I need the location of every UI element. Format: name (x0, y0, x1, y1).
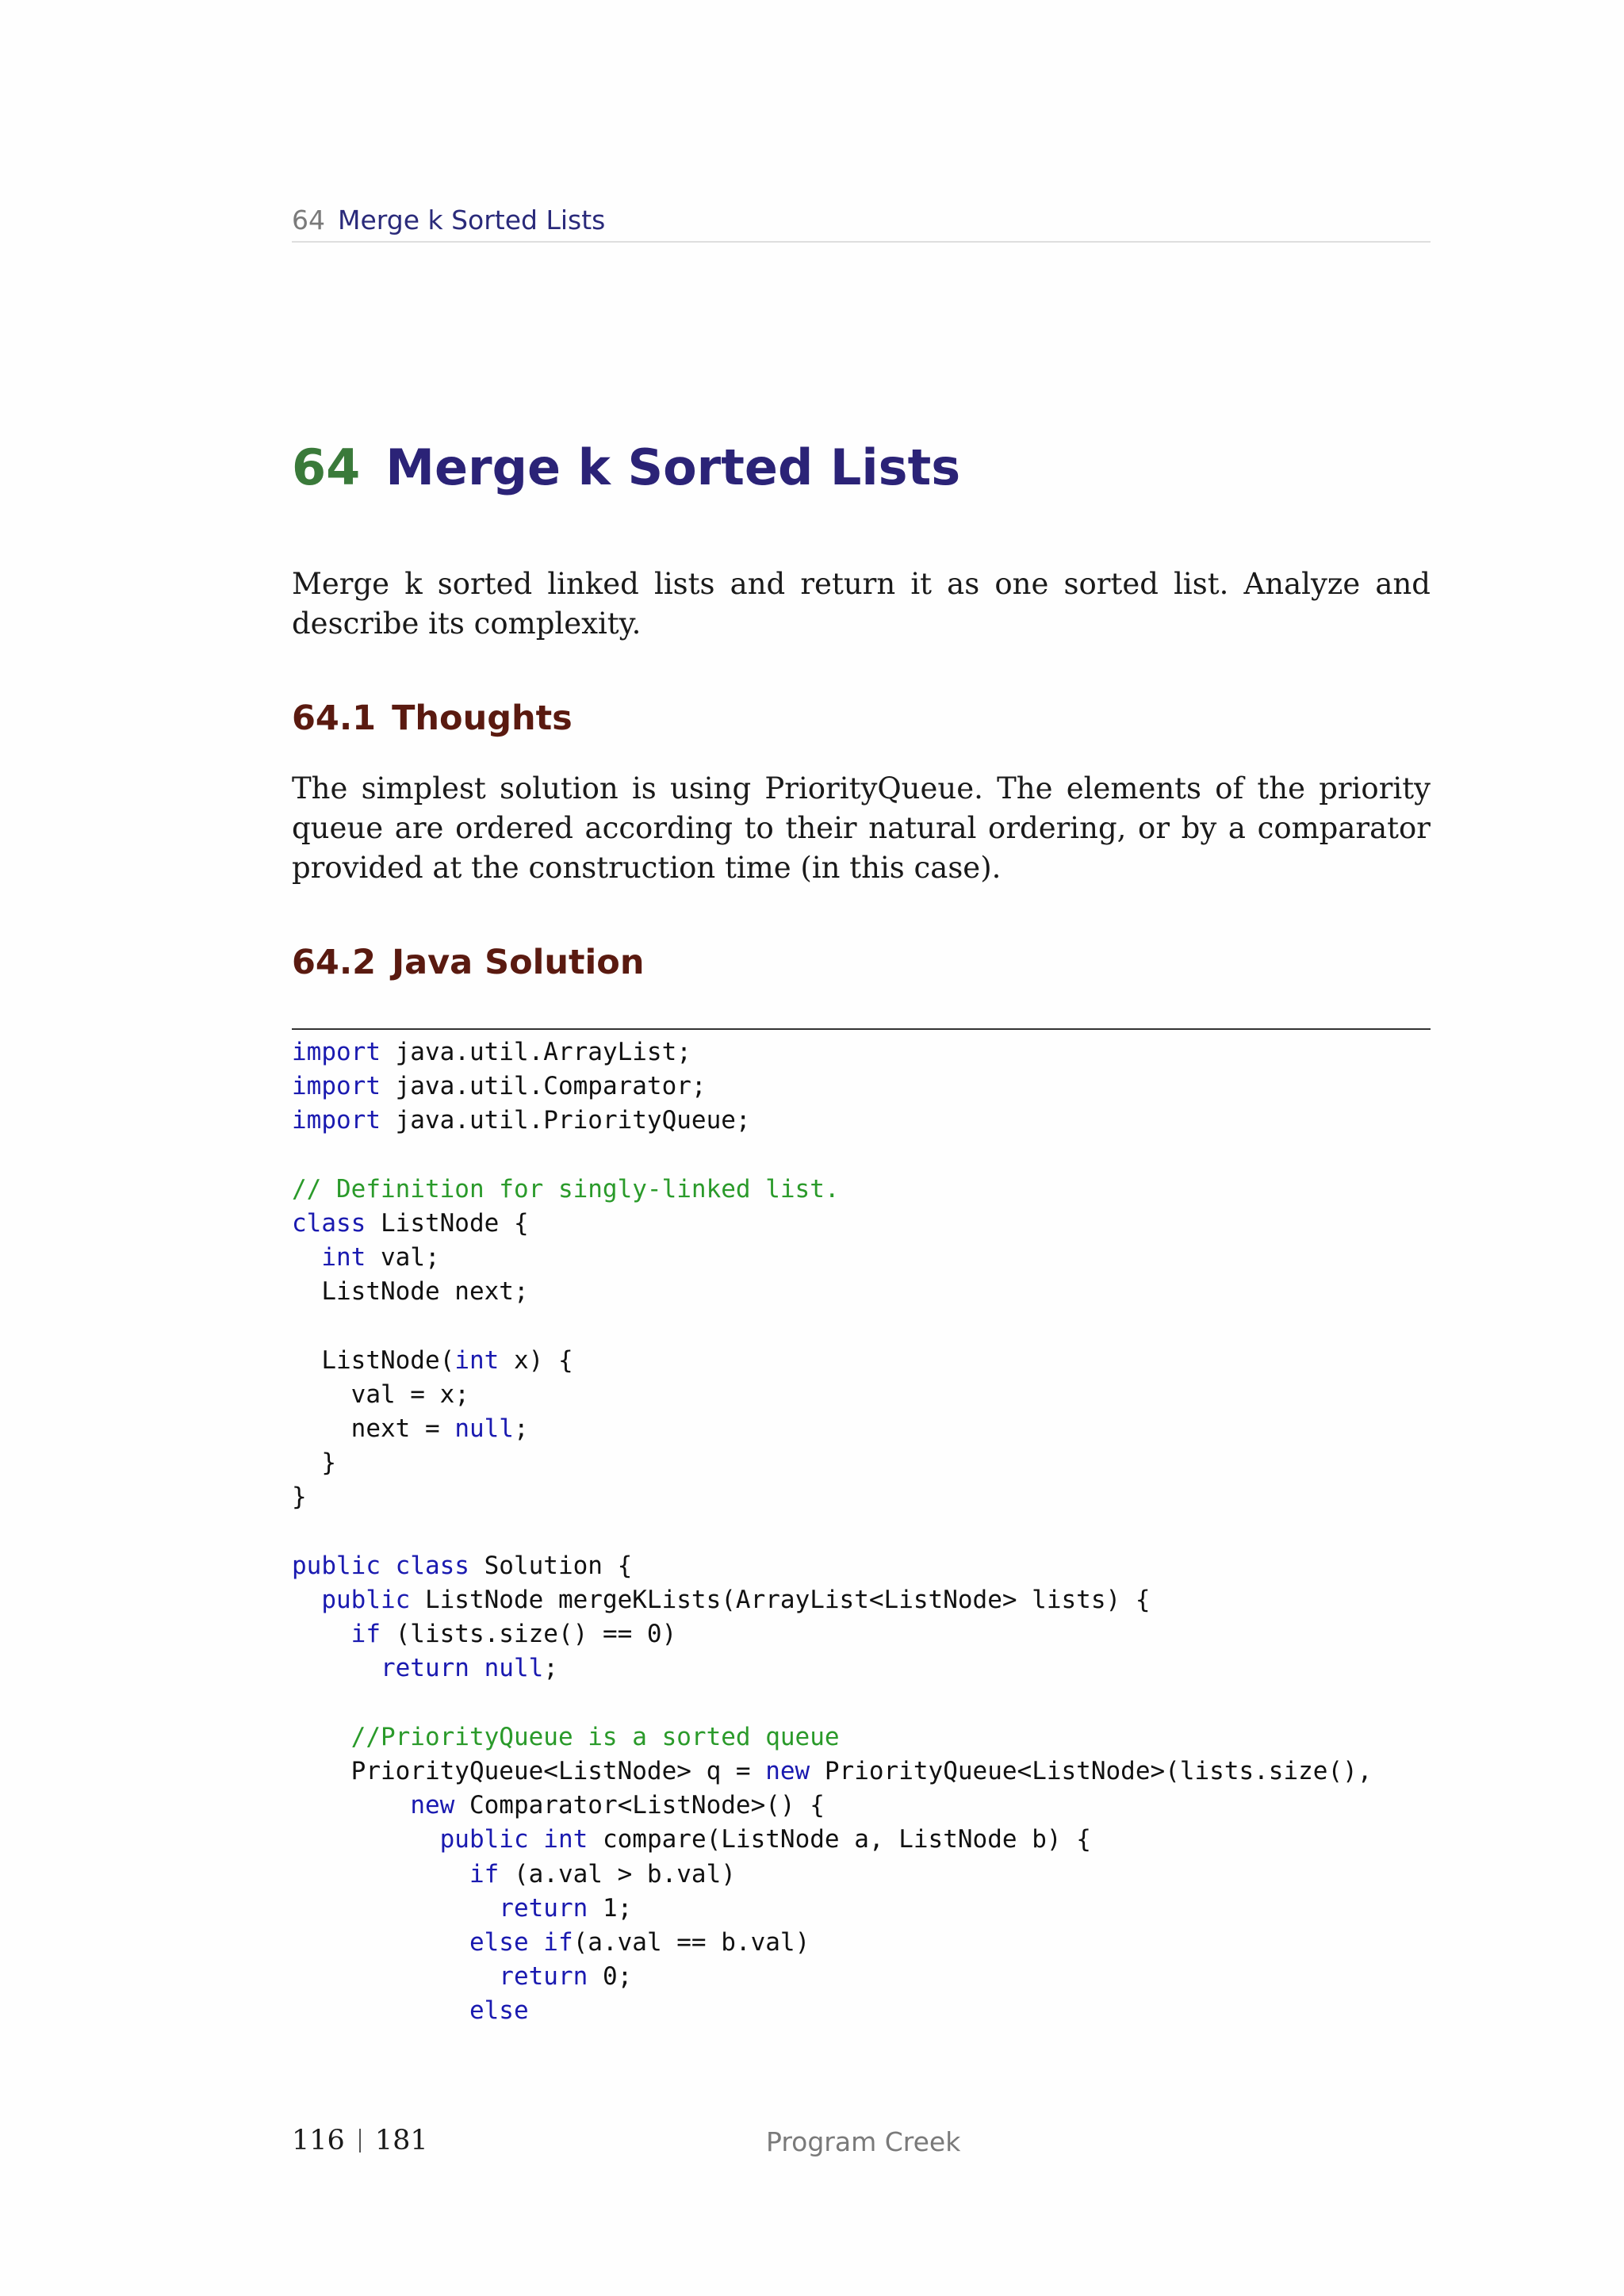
section-title: Java Solution (392, 943, 645, 982)
code-text: java.util.ArrayList; (380, 1038, 691, 1066)
code-keyword: return (499, 1893, 588, 1923)
code-keyword: new (410, 1791, 455, 1820)
code-keyword: null (484, 1654, 544, 1683)
code-text (292, 1654, 381, 1682)
code-keyword: import (292, 1106, 381, 1135)
running-header (292, 203, 1431, 243)
code-keyword: public (439, 1825, 529, 1854)
code-line (292, 1275, 1431, 1309)
code-line (292, 1994, 1431, 2028)
section-number: 64.1 (292, 698, 377, 738)
code-keyword: public (321, 1586, 411, 1614)
code-keyword: int (321, 1243, 366, 1272)
code-line (292, 1480, 1431, 1514)
code-text: 1; (588, 1893, 633, 1923)
code-text: ListNode { (366, 1208, 529, 1238)
code-text: } (292, 1448, 336, 1478)
code-text: ListNode( (292, 1345, 455, 1375)
total-pages: 181 (374, 2125, 428, 2156)
thoughts-paragraph: The simplest solution is using PriorityQueue. The elements of the priority queue are ordered according to their natural ordering, or by a comparator provided at the construction time (in this case). (292, 771, 1431, 885)
code-text (529, 1928, 544, 1957)
code-keyword: else (469, 1996, 529, 2026)
code-keyword: if (543, 1927, 573, 1957)
code-line (292, 1378, 1431, 1412)
current-page: 116 (292, 2125, 345, 2156)
code-line (292, 1583, 1431, 1617)
code-text: java.util.Comparator; (380, 1072, 707, 1101)
code-keyword: null (454, 1414, 514, 1444)
code-keyword: import (292, 1038, 381, 1066)
code-line (292, 1344, 1431, 1378)
code-comment: // Definition for singly-linked list. (292, 1174, 840, 1203)
code-line (292, 1755, 1431, 1789)
code-text: ; (513, 1414, 529, 1444)
code-text: PriorityQueue<ListNode>(lists.size(), (810, 1756, 1373, 1785)
code-keyword: if (469, 1859, 500, 1888)
code-text: ; (543, 1654, 558, 1683)
chapter-number: 64 (292, 438, 361, 496)
code-line (292, 1651, 1431, 1686)
code-text: } (292, 1483, 307, 1512)
code-listing (292, 1035, 1431, 2028)
code-line (292, 1035, 1431, 1070)
code-text: PriorityQueue<ListNode> q = (292, 1756, 766, 1785)
code-comment: //PriorityQueue is a sorted queue (292, 1722, 840, 1751)
code-text: (a.val > b.val) (499, 1859, 736, 1888)
code-line (292, 1310, 1431, 1344)
code-text (381, 1552, 396, 1580)
code-text (292, 1620, 351, 1648)
chapter-title-text: Merge k Sorted Lists (385, 438, 961, 496)
code-text: 0; (588, 1962, 633, 1992)
code-text (292, 1894, 499, 1923)
code-keyword: else (469, 1927, 529, 1957)
code-text: java.util.PriorityQueue; (380, 1106, 751, 1135)
code-keyword: public (292, 1551, 381, 1580)
code-line (292, 1823, 1431, 1857)
code-text: val = x; (292, 1380, 469, 1409)
footer-publisher: Program Creek (766, 2126, 961, 2157)
code-line (292, 1789, 1431, 1823)
code-text (292, 1860, 469, 1888)
code-text: compare(ListNode a, ListNode b) { (588, 1825, 1091, 1854)
code-text (292, 1962, 499, 1991)
code-text: Solution { (469, 1551, 633, 1580)
code-line (292, 1549, 1431, 1583)
code-keyword: new (765, 1756, 810, 1785)
code-text (469, 1654, 485, 1682)
intro-paragraph: Merge k sorted linked lists and return it as one sorted list. Analyze and describe its complexity. (292, 567, 1431, 641)
code-keyword: if (350, 1620, 381, 1649)
code-text: (a.val == b.val) (573, 1927, 810, 1957)
code-text: x) { (499, 1345, 573, 1375)
code-keyword: class (292, 1208, 366, 1238)
section-number: 64.2 (292, 943, 377, 982)
code-keyword: int (543, 1825, 588, 1854)
code-line (292, 1412, 1431, 1446)
code-line (292, 1173, 1431, 1207)
code-text (292, 1825, 440, 1854)
code-line (292, 1926, 1431, 1960)
section-title: Thoughts (392, 698, 573, 738)
code-keyword: return (380, 1654, 469, 1683)
code-line (292, 1892, 1431, 1926)
code-line (292, 1858, 1431, 1892)
code-text: (lists.size() == 0) (380, 1620, 677, 1649)
header-chapter-title: Merge k Sorted Lists (338, 205, 606, 235)
code-keyword: int (454, 1345, 500, 1375)
code-text: val; (366, 1243, 440, 1272)
code-line (292, 1104, 1431, 1138)
code-line (292, 1241, 1431, 1275)
code-text (292, 1586, 321, 1614)
code-text: ListNode next; (292, 1277, 529, 1307)
code-text (292, 1928, 469, 1957)
code-text (292, 1243, 321, 1272)
code-text (529, 1825, 544, 1854)
code-text (292, 1996, 469, 2025)
code-text: ListNode mergeKLists(ArrayList<ListNode> lists) { (410, 1586, 1151, 1614)
header-chapter-number: 64 (292, 205, 325, 235)
code-line (292, 1686, 1431, 1720)
section-heading-java-solution (292, 940, 644, 985)
code-text (292, 1791, 410, 1820)
code-keyword: return (499, 1962, 588, 1992)
chapter-title (292, 434, 960, 501)
footer-page-number (292, 2123, 428, 2158)
code-line (292, 1617, 1431, 1651)
code-line (292, 1070, 1431, 1104)
code-line (292, 1207, 1431, 1241)
section-heading-thoughts (292, 696, 573, 740)
code-line (292, 1960, 1431, 1994)
code-line (292, 1446, 1431, 1480)
code-keyword: class (395, 1551, 469, 1580)
code-line (292, 1515, 1431, 1549)
code-line (292, 1138, 1431, 1173)
code-text: Comparator<ListNode>() { (454, 1791, 825, 1820)
page-separator (359, 2129, 361, 2152)
code-line (292, 1720, 1431, 1755)
code-keyword: import (292, 1072, 381, 1101)
code-text: next = (292, 1414, 455, 1444)
code-top-rule (292, 1028, 1431, 1030)
